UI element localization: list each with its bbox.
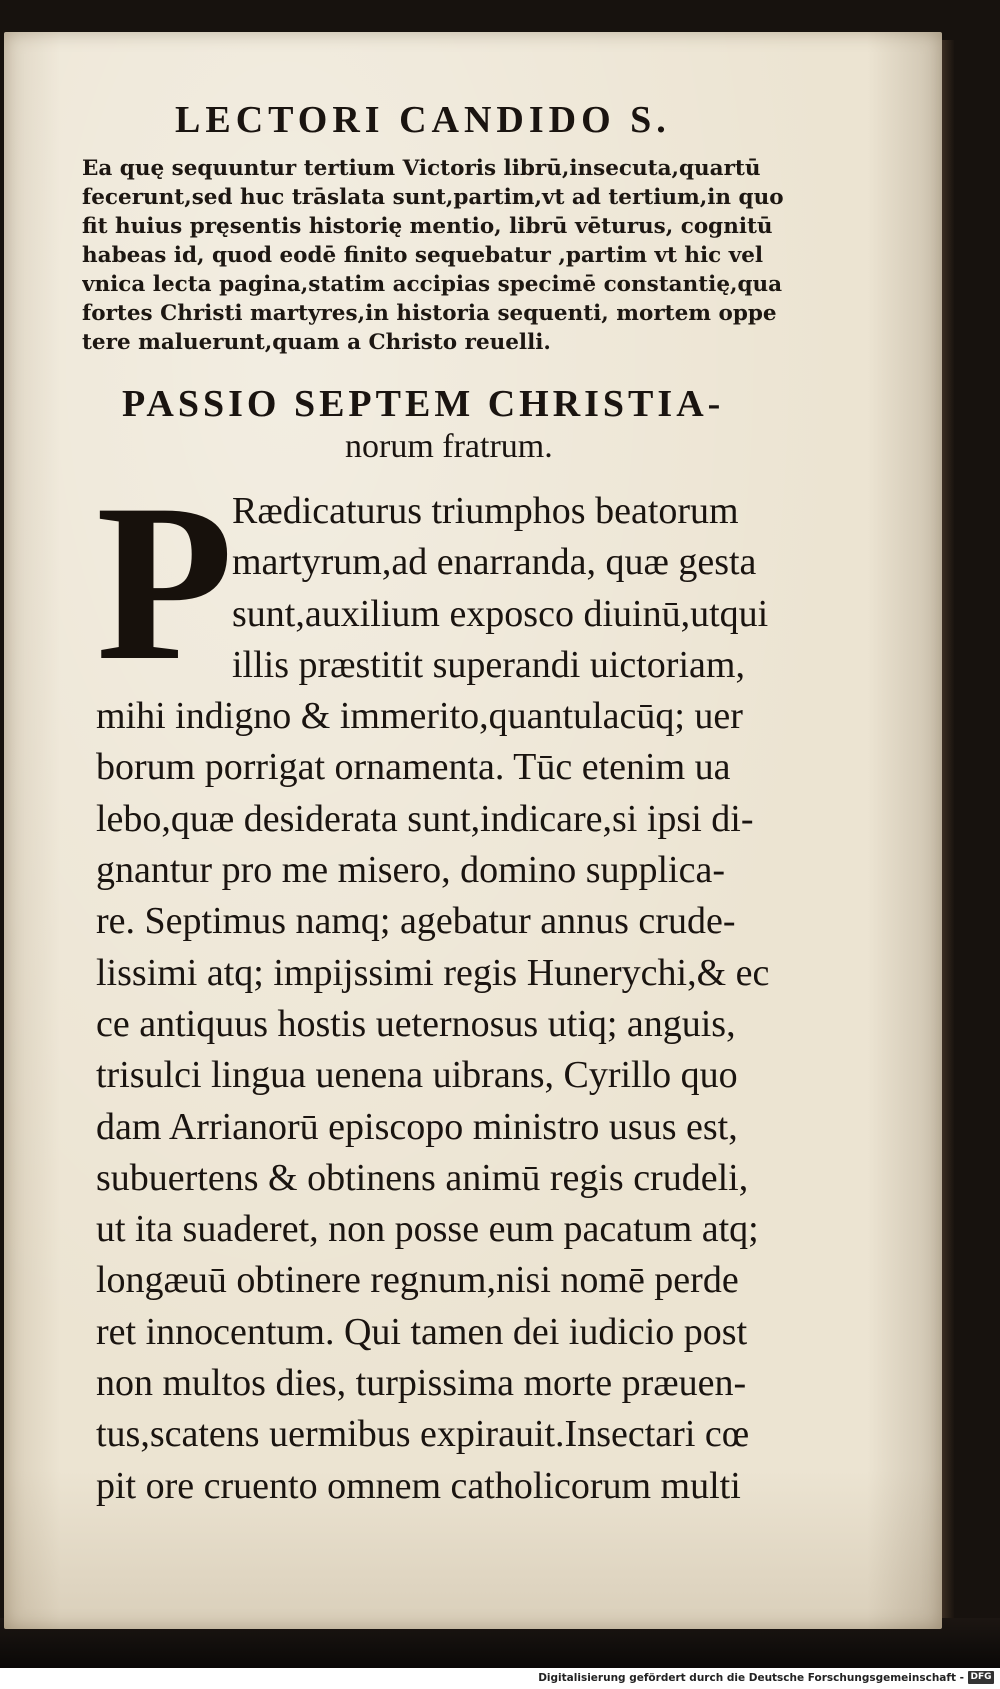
section-title-line-2: norum fratrum. (345, 428, 553, 465)
intro-line: vnica lecta pagina,statim accipias specimē constantię,qua (82, 272, 783, 297)
body-line: borum porrigat ornamenta. Tūc etenim ua (96, 746, 731, 789)
body-line: ut ita suaderet, non posse eum pacatum atq; (96, 1208, 759, 1251)
body-line: martyrum,ad enarranda, quæ gesta (232, 541, 757, 584)
body-line: ce antiquus hostis ueternosus utiq; anguis, (96, 1002, 736, 1045)
body-line: tus,scatens uermibus expirauit.Insectari cœ (96, 1413, 750, 1456)
intro-line: fortes Christi martyres,in historia sequenti, mortem oppe (82, 301, 777, 326)
intro-line: habeas id, quod eodē finito sequebatur ,partim vt hic vel (82, 243, 764, 268)
drop-cap-initial: P (96, 457, 234, 707)
body-line: gnantur pro me misero, domino supplica- (96, 849, 725, 892)
intro-line: fit huius pręsentis historię mentio, librū vēturus, cognitū (82, 214, 773, 239)
intro-line: Ea quę sequuntur tertium Victoris librū,insecuta,quartū (82, 156, 761, 181)
body-line: mihi indigno & immerito,quantulacūq; uer (96, 695, 743, 738)
body-line: lissimi atq; impijssimi regis Hunerychi,& ec (96, 951, 770, 994)
body-line: lebo,quæ desiderata sunt,indicare,si ipsi di- (96, 797, 754, 840)
body-line: dam Arrianorū episcopo ministro usus est, (96, 1105, 738, 1148)
body-line: non multos dies, turpissima morte præuen- (96, 1362, 747, 1405)
dfg-logo: DFG (968, 1671, 994, 1684)
section-title-line-1: PASSIO SEPTEM CHRISTIA- (122, 383, 725, 425)
body-line: sunt,auxilium exposco diuinū,utqui (232, 592, 769, 635)
body-line: illis præstitit superandi uictoriam, (232, 643, 745, 686)
body-line: pit ore cruento omnem catholicorum multi (96, 1464, 741, 1507)
body-line: ret innocentum. Qui tamen dei iudicio post (96, 1310, 748, 1353)
digitization-credit: Digitalisierung gefördert durch die Deutsche Forschungsgemeinschaft - (538, 1672, 964, 1684)
page-heading: LECTORI CANDIDO S. (175, 99, 671, 141)
body-line: Rædicaturus triumphos beatorum (232, 490, 739, 532)
intro-line: tere maluerunt,quam a Christo reuelli. (82, 330, 551, 355)
body-line: re. Septimus namq; agebatur annus crude- (96, 900, 736, 943)
body-line: subuertens & obtinens animū regis crudeli, (96, 1156, 749, 1199)
intro-line: fecerunt,sed huc trāslata sunt,partim,vt ad tertium,in quo (82, 185, 784, 210)
intro-paragraph (82, 154, 852, 357)
body-line: trisulci lingua uenena uibrans, Cyrillo quo (96, 1054, 738, 1097)
book-fore-edge (942, 40, 954, 1625)
body-line: longæuū obtinere regnum,nisi nomē perde (96, 1259, 739, 1302)
body-paragraph (96, 486, 856, 1512)
